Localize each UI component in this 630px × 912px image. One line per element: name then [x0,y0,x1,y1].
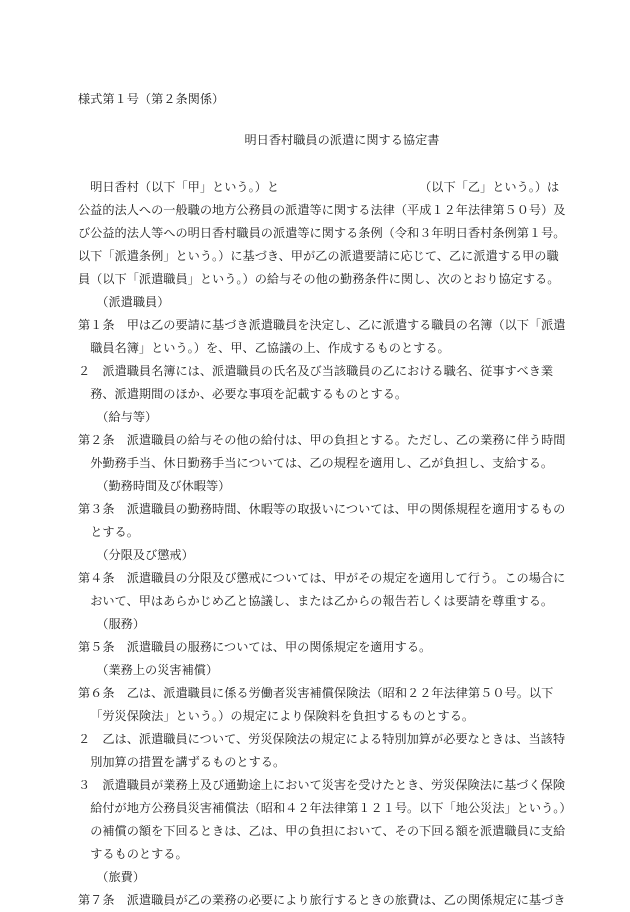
preamble-part2: （以下「乙」という。）は公益的法人への一般職の地方公務員の派遣等に関する法律（平成１２年法律第５０号）及び公益的法人等への明日香村職員の派遣等に関する条例（令和３年明日香村条例第１号。以下「派遣条例」という。）に基づき、甲が乙の派遣要請に応じて、乙に派遣する甲の職員（以下「派遣職員」という。）の給与その他の勤務条件に関し、次のとおり協定する。 [78,180,566,286]
section-heading-salary: （給与等） [96,410,158,424]
article-4: 第４条 派遣職員の分限及び懲戒については、甲がその規定を適用して行う。この場合において、甲はあらかじめ乙と協議し、または乙からの報告若しくは要請を尊重する。 [78,571,566,608]
section-heading-travel-expenses: （旅費） [96,870,146,884]
article-6-paragraph-3: ３ 派遣職員が業務上及び通勤途上において災害を受けたとき、労災保険法に基づく保険給付が地方公務員災害補償法（昭和４２年法律第１２１号。以下「地公災法」という。）の補償の額を下回るときは、乙は、甲の負担において、その下回る額を派遣職員に支給するものとする。 [78,778,566,861]
article-5: 第５条 派遣職員の服務については、甲の関係規定を適用する。 [78,640,432,654]
article-1-paragraph-2: ２ 派遣職員名簿には、派遣職員の氏名及び当該職員の乙における職名、従事すべき業務、派遣期間のほか、必要な事項を記載するものとする。 [78,364,554,401]
article-3: 第３条 派遣職員の勤務時間、休暇等の取扱いについては、甲の関係規程を適用するものとする。 [78,502,566,539]
article-6: 第６条 乙は、派遣職員に係る労働者災害補償保険法（昭和２２年法律第５０号。以下「労災保険法」という。）の規定により保険料を負担するものとする。 [78,686,554,723]
article-6-paragraph-2: ２ 乙は、派遣職員について、労災保険法の規定による特別加算が必要なときは、当該特別加算の措置を講ずるものとする。 [78,732,566,769]
section-heading-accident-compensation: （業務上の災害補償） [96,663,219,677]
section-heading-service: （服務） [96,617,146,631]
section-heading-working-hours: （勤務時間及び休暇等） [96,479,231,493]
article-2: 第２条 派遣職員の給与その他の給付は、甲の負担とする。ただし、乙の業務に伴う時間外勤務手当、休日勤務手当については、乙の規程を適用し、乙が負担し、支給する。 [78,433,566,470]
form-label: 様式第１号（第２条関係） [78,92,225,106]
section-heading-dispatched-staff: （派遣職員） [96,295,170,309]
preamble [78,176,570,291]
preamble-part1: 明日香村（以下「甲」という。）と [90,180,280,194]
document-title: 明日香村職員の派遣に関する協定書 [244,133,440,147]
article-1: 第１条 甲は乙の要請に基づき派遣職員を決定し、乙に派遣する職員の名簿（以下「派遣職員名簿」という。）を、甲、乙協議の上、作成するものとする。 [78,318,566,355]
article-7: 第７条 派遣職員が乙の業務の必要により旅行するときの旅費は、乙の関係規定に基づき [78,893,566,907]
section-heading-discipline: （分限及び懲戒） [96,548,194,562]
